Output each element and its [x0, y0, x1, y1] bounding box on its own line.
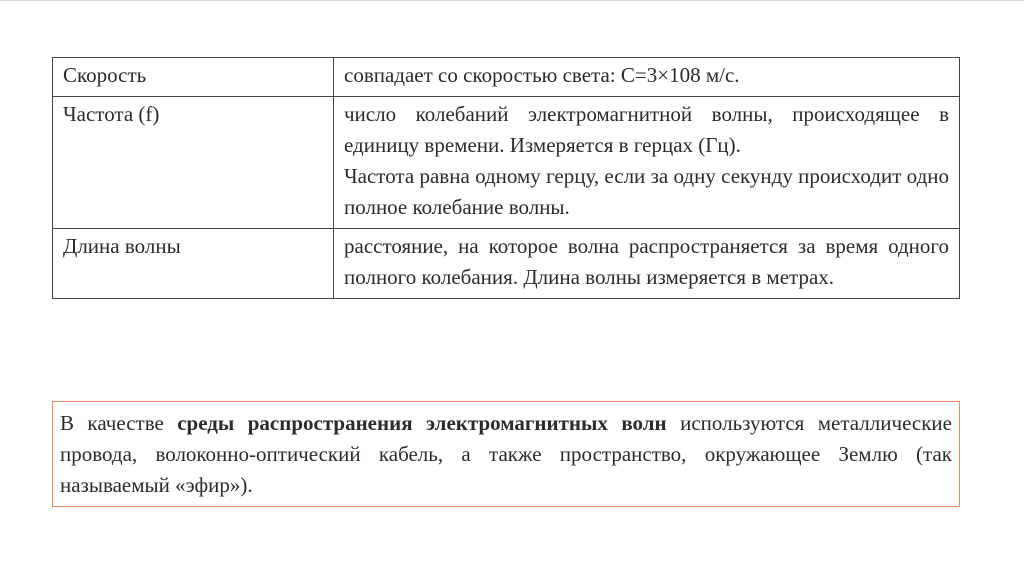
- term-cell: Скорость: [53, 58, 334, 97]
- description-paragraph: число колебаний электромагнитной волны, происходящее в единицу времени. Измеряется в герцах (Гц).: [344, 102, 949, 157]
- description-cell: [334, 229, 960, 299]
- table-row-speed: [53, 58, 960, 97]
- note-suffix: используются металлические провода, волоконно-оптический кабель, а также пространство, окружающее Землю (так называемый «эфир»).: [60, 411, 952, 497]
- term-cell: Длина волны: [53, 229, 334, 299]
- propagation-media-note: [52, 401, 960, 507]
- description-paragraph: расстояние, на которое волна распространяется за время одного полного колебания. Длина волны измеряется в метрах.: [344, 234, 949, 289]
- note-prefix: В качестве: [60, 411, 178, 435]
- top-divider: [0, 0, 1024, 1]
- description-paragraph: Частота равна одному герцу, если за одну секунду происходит одно полное колебание волны.: [344, 164, 949, 219]
- description-cell: [334, 58, 960, 97]
- description-cell: [334, 97, 960, 229]
- wave-properties-table: [52, 57, 960, 299]
- term-cell: Частота (f): [53, 97, 334, 229]
- note-emphasis: среды распространения электромагнитных волн: [177, 411, 667, 435]
- table-row-frequency: [53, 97, 960, 229]
- table-row-wavelength: [53, 229, 960, 299]
- description-paragraph: совпадает со скоростью света: С=3×108 м/с.: [344, 63, 740, 87]
